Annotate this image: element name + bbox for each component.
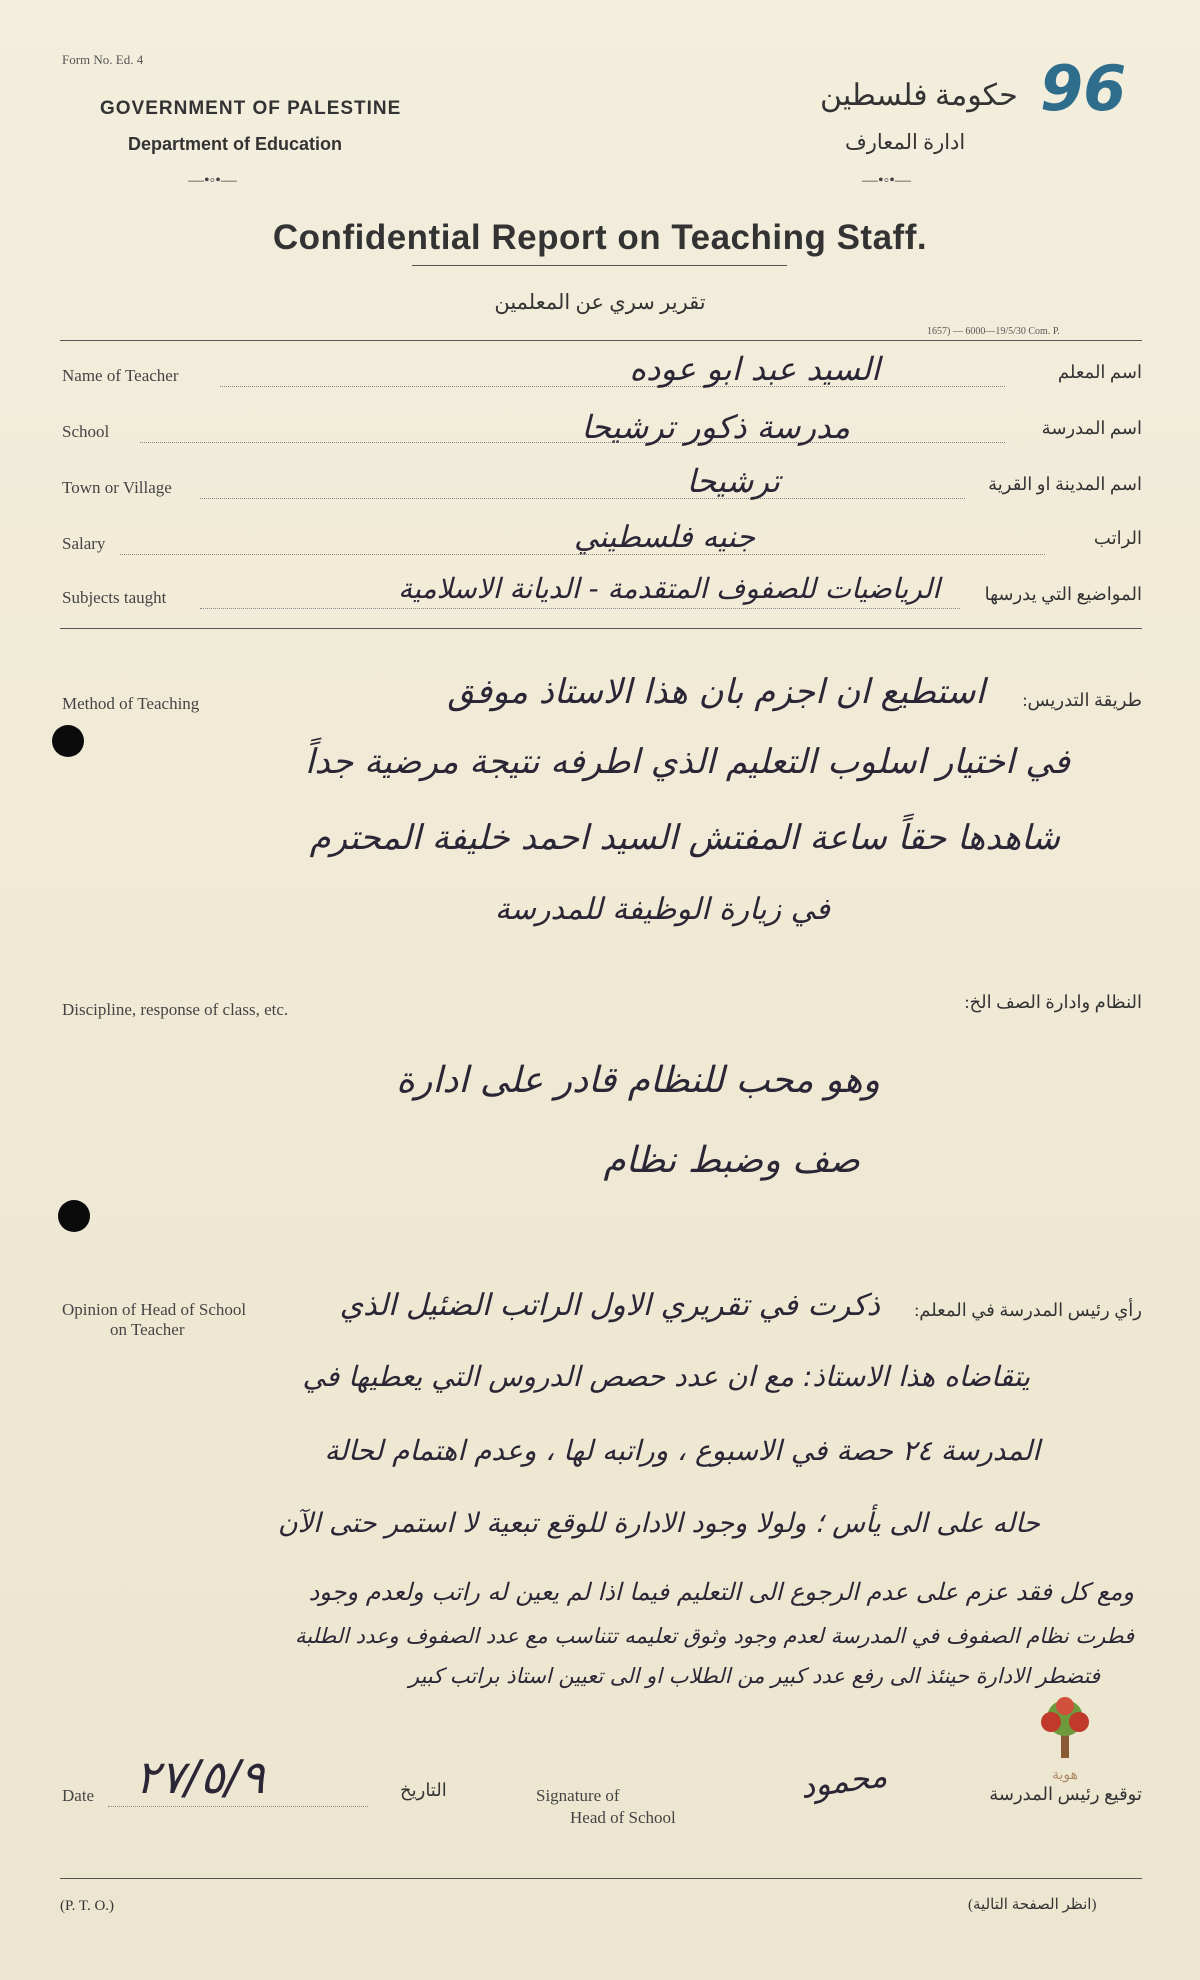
fields-divider: [60, 628, 1142, 629]
report-title-ar: تقرير سري عن المعلمين: [494, 290, 706, 314]
department-title-ar: ادارة المعارف: [845, 130, 966, 154]
field-label-en: Salary: [62, 534, 106, 553]
opinion-line: فتضطر الادارة حينئذ الى رفع عدد كبير من الطلاب او الى تعيين استاذ براتب كبير: [408, 1664, 1100, 1688]
discipline-label-ar: النظام وادارة الصف الخ:: [964, 992, 1142, 1012]
punch-hole: [58, 1200, 90, 1232]
government-title-ar: حكومة فلسطين: [820, 79, 1018, 112]
opinion-label-ar: رأي رئيس المدرسة في المعلم:: [914, 1300, 1142, 1320]
opinion-label-en-2: on Teacher: [110, 1320, 185, 1339]
form-number: Form No. Ed. 4: [62, 52, 144, 67]
field-label-ar: اسم المدينة او القرية: [988, 474, 1142, 494]
field-dotted-line: [220, 386, 1005, 387]
date-label-ar: التاريخ: [400, 1780, 447, 1800]
field-value-handwritten: جنيه فلسطيني: [573, 520, 755, 555]
date-label-en: Date: [62, 1786, 95, 1805]
field-label-ar: اسم المعلم: [1057, 362, 1142, 382]
field-dotted-line: [200, 608, 960, 609]
department-title-en: Department of Education: [128, 134, 343, 154]
signature-label-2: Head of School: [570, 1808, 676, 1827]
footer-divider: [60, 1878, 1142, 1879]
method-line: في زيارة الوظيفة للمدرسة: [494, 892, 830, 927]
opinion-label-en-1: Opinion of Head of School: [62, 1300, 247, 1319]
field-value-handwritten: الرياضيات للصفوف المتقدمة - الديانة الاسلامية: [398, 572, 940, 605]
signature-label-1: Signature of: [536, 1786, 620, 1805]
opinion-line: يتقاضاه هذا الاستاذ: مع ان عدد حصص الدروس التي يعطيها في: [302, 1360, 1030, 1393]
discipline-line: صف وضبط نظام: [603, 1140, 860, 1181]
opinion-line: فطرت نظام الصفوف في المدرسة لعدم وجود وثوق تعليمه تتناسب مع عدد الصفوف وعدد الطلبة: [294, 1624, 1134, 1648]
method-line: استطيع ان اجزم بان هذا الاستاذ موفق: [447, 672, 985, 712]
opinion-line: المدرسة ٢٤ حصة في الاسبوع ، وراتبه لها ، وعدم اهتمام لحالة: [324, 1434, 1040, 1467]
header-divider: [60, 340, 1142, 341]
field-label-ar: اسم المدرسة: [1041, 418, 1142, 438]
date-value-handwritten: ٢٧/٥/٩: [135, 1750, 265, 1804]
government-title-en: GOVERNMENT OF PALESTINE: [100, 98, 402, 119]
pto-en: (P. T. O.): [60, 1898, 115, 1914]
method-line: شاهدها حقاً ساعة المفتش السيد احمد خليفة المحترم: [309, 818, 1060, 858]
report-title: Confidential Report on Teaching Staff.: [272, 218, 928, 257]
watermark-logo: [1025, 1692, 1105, 1784]
field-label-en: Name of Teacher: [62, 366, 179, 385]
date-dotted-line: [108, 1806, 368, 1807]
field-dotted-line: [140, 442, 1005, 443]
tree-icon: [1025, 1692, 1105, 1762]
field-dotted-line: [200, 498, 965, 499]
opinion-line: ذكرت في تقريري الاول الراتب الضئيل الذي: [339, 1288, 880, 1323]
signature-handwritten: محمود: [797, 1756, 890, 1806]
field-value-handwritten: ترشيحا: [686, 462, 780, 500]
method-line: في اختيار اسلوب التعليم الذي اطرفه نتيجة مرضية جداً: [305, 742, 1070, 782]
ornament-left: —•◦•—: [188, 172, 237, 189]
punch-hole: [52, 725, 84, 757]
field-label-ar: الراتب: [1093, 528, 1142, 548]
opinion-line: ومع كل فقد عزم على عدم الرجوع الى التعليم فيما اذا لم يعين له راتب ولعدم وجود: [308, 1578, 1134, 1606]
method-label-ar: طريقة التدريس:: [1022, 690, 1142, 710]
field-value-handwritten: مدرسة ذكور ترشيحا: [581, 408, 850, 446]
discipline-label-en: Discipline, response of class, etc.: [62, 1000, 289, 1019]
pto-ar: (انظر الصفحة التالية): [968, 1897, 1097, 1913]
watermark-text: هوية: [1051, 1768, 1079, 1783]
folio-number: 96: [1040, 52, 1127, 125]
title-underline: [412, 265, 787, 266]
field-label-ar: المواضيع التي يدرسها: [984, 584, 1142, 604]
print-code: 1657) — 6000—19/5/30 Com. P.: [927, 326, 1060, 337]
signature-label-ar: توقيع رئيس المدرسة: [989, 1784, 1142, 1804]
field-label-en: School: [62, 422, 110, 441]
field-value-handwritten: السيد عبد ابو عوده: [629, 350, 880, 388]
field-label-en: Subjects taught: [62, 588, 167, 607]
ornament-right: —•◦•—: [862, 172, 911, 189]
discipline-line: وهو محب للنظام قادر على ادارة: [396, 1060, 880, 1101]
method-label-en: Method of Teaching: [62, 694, 200, 713]
opinion-line: حاله على الى يأس ؛ ولولا وجود الادارة للوقع تبعية لا استمر حتى الآن: [277, 1508, 1040, 1539]
field-label-en: Town or Village: [62, 478, 172, 497]
